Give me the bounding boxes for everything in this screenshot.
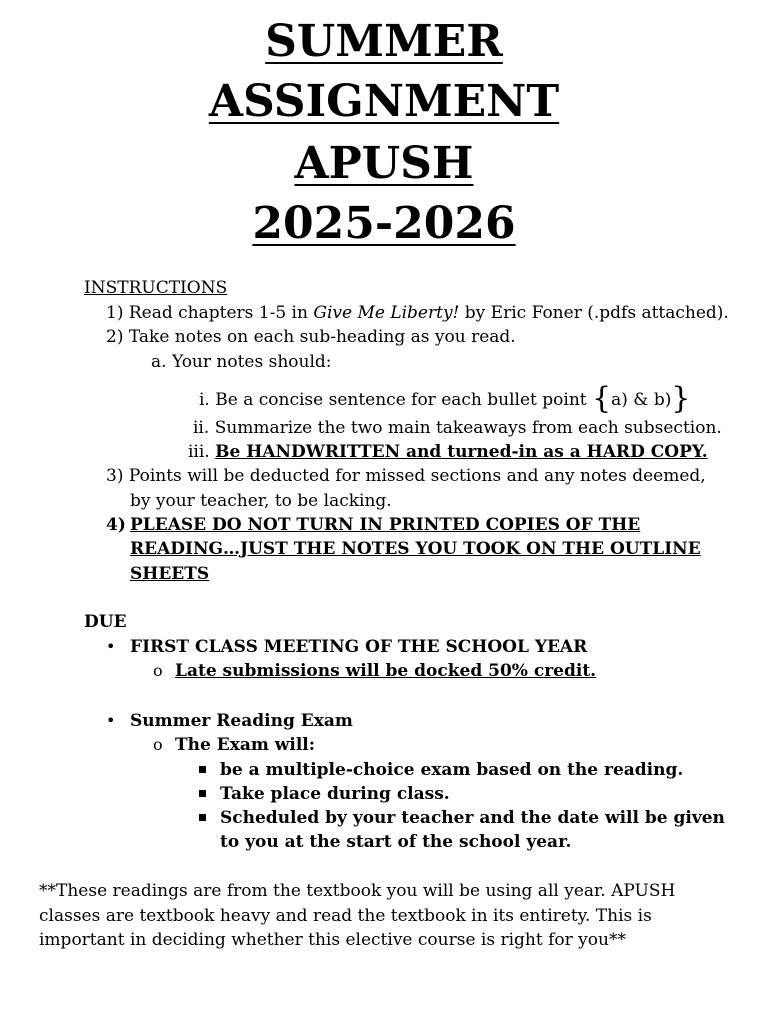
sub-text: Be HANDWRITTEN and turned-in as a HARD COPY. — [215, 442, 708, 462]
sub-text: Summarize the two main takeaways from each subsection. — [214, 418, 722, 438]
due-exam-will: The Exam will: — [175, 735, 316, 755]
instruction-item-2 — [106, 325, 516, 349]
sub-text: Your notes should: — [171, 352, 332, 372]
instruction-item-4-line1: PLEASE DO NOT TURN IN PRINTED COPIES OF THE — [130, 515, 641, 535]
square-bullet-icon — [199, 766, 206, 773]
sub-label: i. — [199, 390, 210, 410]
instruction-sub-iii — [188, 440, 708, 464]
instruction-sub-ii — [193, 416, 722, 440]
note-line-1: **These readings are from the textbook you will be using all year. APUSH — [39, 881, 676, 901]
square-bullet-icon — [199, 790, 206, 797]
bullet-icon: • — [106, 637, 116, 656]
due-bullet-summer-exam: Summer Reading Exam — [130, 711, 353, 731]
item-text-line1: Points will be deducted for missed sections and any notes deemed, — [128, 466, 706, 486]
item-text-pre: Read chapters 1-5 in — [128, 303, 314, 323]
brace-text: a) & b) — [611, 390, 672, 410]
square-bullet-icon — [199, 814, 206, 821]
exam-item-scheduled-line2: to you at the start of the school year. — [220, 832, 572, 852]
title-line-year: 2025-2026 — [252, 198, 516, 249]
sub-label: a. — [151, 352, 167, 372]
circle-bullet-icon: o — [153, 661, 163, 680]
exam-item-multiple-choice: be a multiple-choice exam based on the reading. — [220, 760, 684, 780]
circle-bullet-icon: o — [153, 735, 163, 754]
item-text: Take notes on each sub-heading as you read. — [128, 327, 516, 347]
instruction-item-4-line2: READING…JUST THE NOTES YOU TOOK ON THE OUTLINE — [130, 539, 701, 559]
item-number: 4) — [106, 515, 126, 535]
sub-label: iii. — [188, 442, 210, 462]
sub-text: Be a concise sentence for each bullet point — [215, 390, 593, 410]
title-line-assignment: ASSIGNMENT — [208, 76, 560, 127]
item-text-post: by Eric Foner (.pdfs attached). — [459, 303, 729, 323]
brace-close: } — [671, 381, 691, 416]
instruction-item-3 — [106, 464, 706, 488]
sub-label: ii. — [193, 418, 210, 438]
instruction-item-1 — [106, 301, 729, 325]
title-line-apush: APUSH — [294, 138, 474, 189]
note-line-3: important in deciding whether this elective course is right for you** — [39, 930, 626, 950]
item-number: 3) — [106, 466, 124, 486]
book-title: Give Me Liberty! — [313, 303, 460, 323]
bullet-icon: • — [106, 711, 116, 730]
instruction-item-3-line2: by your teacher, to be lacking. — [130, 491, 392, 511]
instruction-item-4 — [106, 513, 126, 537]
due-heading: DUE — [84, 612, 127, 632]
instruction-sub-a — [151, 350, 332, 374]
instructions-heading: INSTRUCTIONS — [84, 278, 228, 298]
exam-item-during-class: Take place during class. — [220, 784, 450, 804]
exam-item-scheduled: Scheduled by your teacher and the date will be given — [220, 808, 725, 828]
item-number: 2) — [106, 327, 124, 347]
instruction-item-4-line3: SHEETS — [130, 564, 210, 584]
due-bullet-first-class: FIRST CLASS MEETING OF THE SCHOOL YEAR — [130, 637, 588, 657]
due-late-submissions: Late submissions will be docked 50% credit. — [175, 661, 597, 681]
note-line-2: classes are textbook heavy and read the textbook in its entirety. This is — [39, 906, 652, 926]
instruction-sub-i — [199, 381, 691, 416]
brace-open: { — [592, 381, 612, 416]
item-number: 1) — [106, 303, 124, 323]
title-line-summer: SUMMER — [265, 16, 503, 67]
